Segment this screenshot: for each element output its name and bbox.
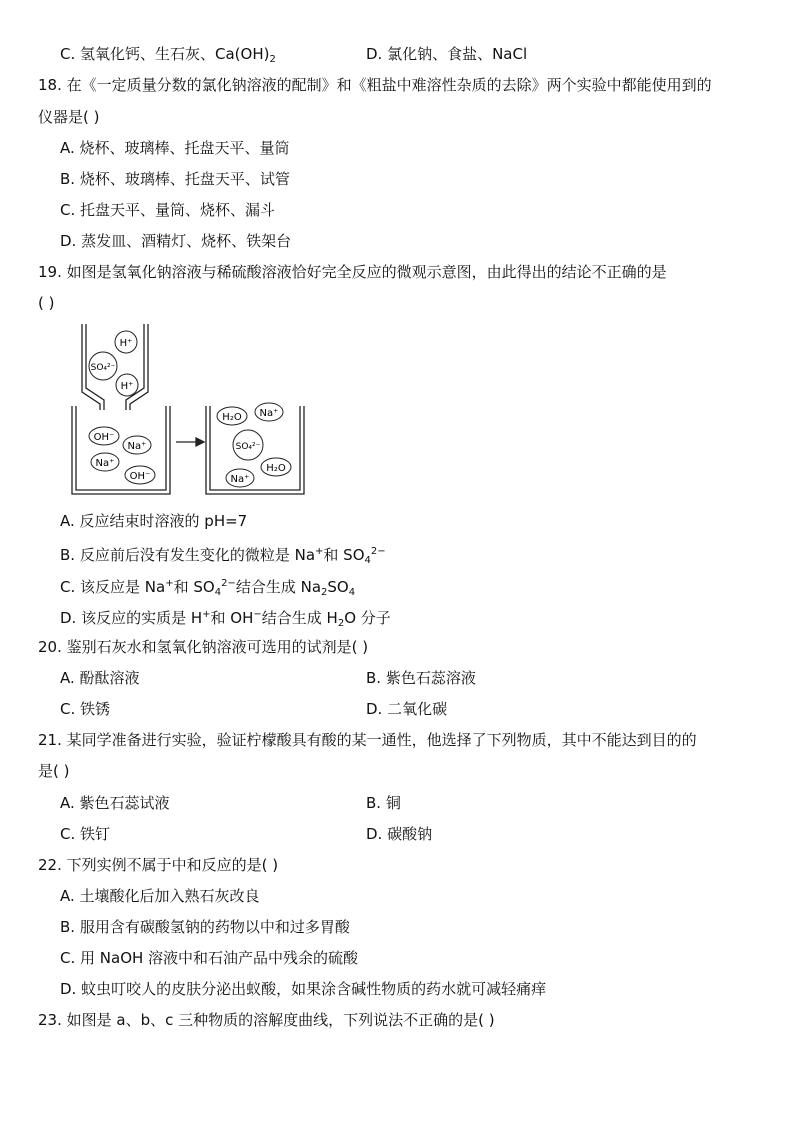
- particle-sulfate-1: SO₄²⁻: [90, 363, 116, 373]
- q21-option-b[interactable]: B. 铜: [366, 794, 401, 812]
- beaker-before-particles: [89, 427, 155, 484]
- particle-na-plus-4: Na⁺: [230, 474, 250, 485]
- q19-option-d[interactable]: D. 该反应的实质是 H+和 OH−结合生成 $H_2O$ 分子: [60, 609, 391, 629]
- q21-stem-line2: 是( ): [38, 762, 70, 780]
- q18-stem-line2: 仪器是( ): [38, 108, 100, 126]
- dropper-particles: [89, 331, 138, 396]
- q18-option-a[interactable]: A. 烧杯、玻璃棒、托盘天平、量筒: [60, 139, 290, 157]
- particle-water-2: H₂O: [266, 463, 286, 474]
- particle-oh-minus-2: OH⁻: [129, 471, 151, 482]
- beaker-after-particles: [217, 403, 291, 487]
- particle-oh-minus-1: OH⁻: [93, 432, 115, 443]
- q23-stem: 23. 如图是 a、b、c 三种物质的溶解度曲线，下列说法不正确的是( ): [38, 1011, 495, 1029]
- q19-option-b[interactable]: B. 反应前后没有发生变化的微粒是 Na+和 $SO_4^{2-}$: [60, 546, 386, 566]
- q21-option-c[interactable]: C. 铁钉: [60, 825, 111, 843]
- particle-h-plus-2: H⁺: [120, 381, 134, 392]
- q19-stem-line2: ( ): [38, 294, 55, 312]
- q21-option-d[interactable]: D. 碳酸钠: [366, 825, 433, 843]
- q19-option-a[interactable]: A. 反应结束时溶液的 pH=7: [60, 512, 248, 530]
- particle-water-1: H₂O: [222, 412, 242, 423]
- q17-option-c[interactable]: C. 氢氧化钙、生石灰、$Ca(OH)_2$: [60, 45, 276, 65]
- q20-stem: 20. 鉴别石灰水和氢氧化钠溶液可选用的试剂是( ): [38, 638, 369, 656]
- q21-stem-line1: 21. 某同学准备进行实验，验证柠檬酸具有酸的某一通性，他选择了下列物质，其中不能达到目的的: [38, 731, 697, 749]
- particle-na-plus-3: Na⁺: [259, 408, 279, 419]
- q22-option-c[interactable]: C. 用 NaOH 溶液中和石油产品中残余的硫酸: [60, 949, 359, 967]
- q18-option-d[interactable]: D. 蒸发皿、酒精灯、烧杯、铁架台: [60, 232, 292, 250]
- beaker-before: [72, 406, 170, 494]
- q17-option-d[interactable]: D. 氯化钠、食盐、NaCl: [366, 45, 528, 63]
- q22-stem: 22. 下列实例不属于中和反应的是( ): [38, 856, 279, 874]
- particle-na-plus-2: Na⁺: [95, 458, 115, 469]
- q22-option-a[interactable]: A. 土壤酸化后加入熟石灰改良: [60, 887, 260, 905]
- q19-stem-line1: 19. 如图是氢氧化钠溶液与稀硫酸溶液恰好完全反应的微观示意图，由此得出的结论不正确的是: [38, 263, 667, 281]
- q22-option-d[interactable]: D. 蚊虫叮咬人的皮肤分泌出蚁酸，如果涂含碱性物质的药水就可减轻痛痒: [60, 980, 547, 998]
- q18-stem-line1: 18. 在《一定质量分数的氯化钠溶液的配制》和《粗盐中难溶性杂质的去除》两个实验中都能使用到的: [38, 76, 712, 94]
- q21-option-a[interactable]: A. 紫色石蕊试液: [60, 794, 170, 812]
- q20-option-c[interactable]: C. 铁锈: [60, 700, 111, 718]
- q20-option-b[interactable]: B. 紫色石蕊溶液: [366, 669, 476, 687]
- particle-sulfate-2: SO₄²⁻: [235, 442, 261, 452]
- reaction-diagram: [66, 318, 308, 502]
- q20-option-d[interactable]: D. 二氧化碳: [366, 700, 448, 718]
- particle-na-plus-1: Na⁺: [127, 441, 147, 452]
- q18-option-b[interactable]: B. 烧杯、玻璃棒、托盘天平、试管: [60, 170, 290, 188]
- q18-option-c[interactable]: C. 托盘天平、量筒、烧杯、漏斗: [60, 201, 276, 219]
- particle-h-plus-1: H⁺: [119, 338, 133, 349]
- q20-option-a[interactable]: A. 酚酞溶液: [60, 669, 140, 687]
- reaction-arrow: [176, 438, 204, 446]
- q19-option-c[interactable]: C. 该反应是 Na+和 $SO_4^{2-}$结合生成 $Na_2SO_4$: [60, 578, 356, 598]
- q22-option-b[interactable]: B. 服用含有碳酸氢钠的药物以中和过多胃酸: [60, 918, 350, 936]
